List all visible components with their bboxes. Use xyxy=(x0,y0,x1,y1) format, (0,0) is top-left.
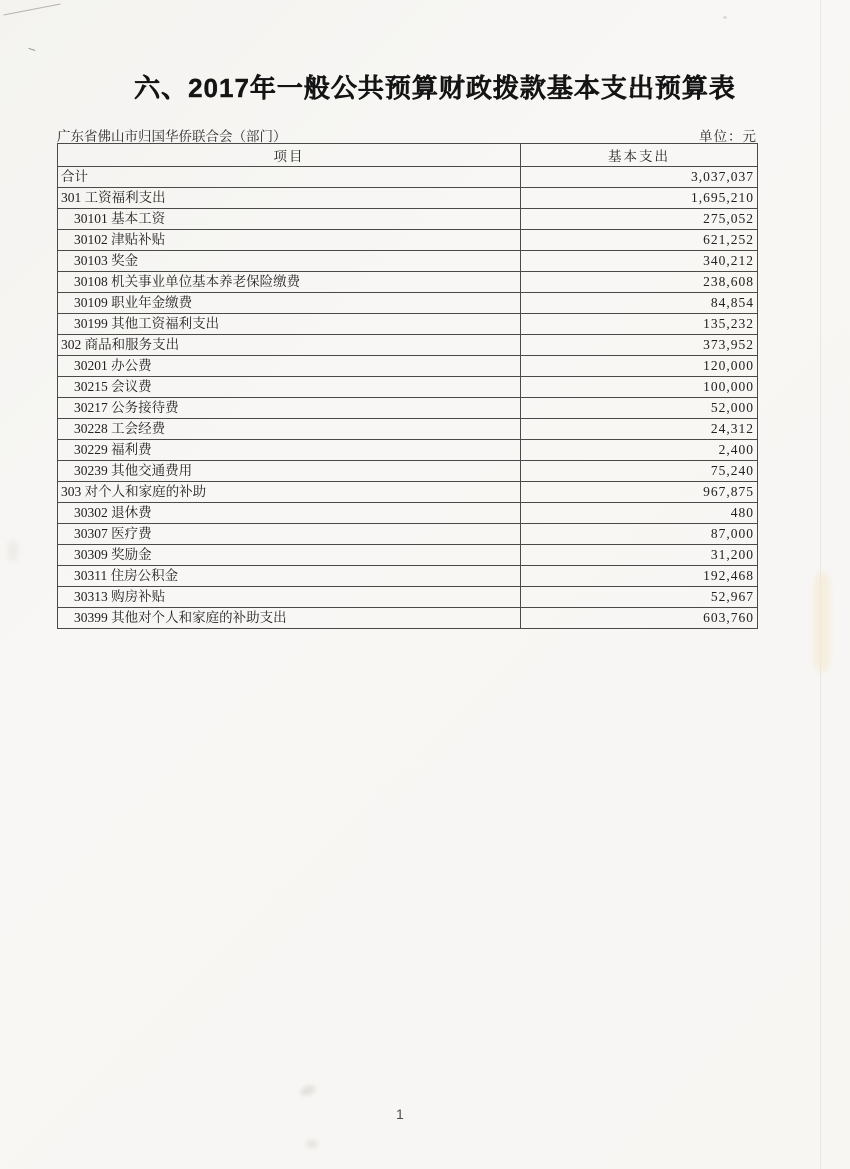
item-cell: 30109 职业年金缴费 xyxy=(58,293,521,314)
value-cell: 967,875 xyxy=(521,482,758,503)
department-label: 广东省佛山市归国华侨联合会（部门） xyxy=(57,129,287,144)
table-meta-row xyxy=(57,125,757,145)
item-cell: 30229 福利费 xyxy=(58,440,521,461)
value-cell: 3,037,037 xyxy=(521,167,758,188)
item-cell: 30228 工会经费 xyxy=(58,419,521,440)
item-cell: 30102 津贴补贴 xyxy=(58,230,521,251)
value-cell: 31,200 xyxy=(521,545,758,566)
scan-smudge xyxy=(306,1140,318,1148)
page-title: 六、2017年一般公共预算财政拨款基本支出预算表 xyxy=(134,73,736,103)
table-row xyxy=(58,230,758,251)
unit-label: 单位：元 xyxy=(699,129,757,144)
table-row xyxy=(58,461,758,482)
page-number: 1 xyxy=(396,1106,404,1122)
scan-edge-artifact xyxy=(820,0,821,1169)
item-cell: 30108 机关事业单位基本养老保险缴费 xyxy=(58,272,521,293)
table-row xyxy=(58,587,758,608)
scan-fold-artifact xyxy=(3,3,60,15)
value-cell: 52,967 xyxy=(521,587,758,608)
item-cell: 30309 奖励金 xyxy=(58,545,521,566)
table-row xyxy=(58,419,758,440)
value-cell: 238,608 xyxy=(521,272,758,293)
scan-smudge xyxy=(8,540,18,562)
budget-table xyxy=(57,143,758,629)
table-row xyxy=(58,524,758,545)
value-cell: 100,000 xyxy=(521,377,758,398)
value-cell: 373,952 xyxy=(521,335,758,356)
value-cell: 340,212 xyxy=(521,251,758,272)
value-cell: 1,695,210 xyxy=(521,188,758,209)
scan-speck xyxy=(28,44,36,51)
value-cell: 84,854 xyxy=(521,293,758,314)
item-cell: 30199 其他工资福利支出 xyxy=(58,314,521,335)
item-cell: 30215 会议费 xyxy=(58,377,521,398)
item-cell: 30307 医疗费 xyxy=(58,524,521,545)
value-cell: 480 xyxy=(521,503,758,524)
value-cell: 135,232 xyxy=(521,314,758,335)
item-cell: 30311 住房公积金 xyxy=(58,566,521,587)
table-row xyxy=(58,608,758,629)
item-cell: 302 商品和服务支出 xyxy=(58,335,521,356)
item-cell: 30302 退休费 xyxy=(58,503,521,524)
table-row xyxy=(58,482,758,503)
table-row xyxy=(58,440,758,461)
table-row xyxy=(58,335,758,356)
scan-smudge xyxy=(299,1084,317,1098)
item-cell: 合计 xyxy=(58,167,521,188)
item-cell: 301 工资福利支出 xyxy=(58,188,521,209)
table-row xyxy=(58,314,758,335)
value-cell: 75,240 xyxy=(521,461,758,482)
value-cell: 52,000 xyxy=(521,398,758,419)
value-cell: 87,000 xyxy=(521,524,758,545)
table-row xyxy=(58,566,758,587)
value-cell: 621,252 xyxy=(521,230,758,251)
item-cell: 30239 其他交通费用 xyxy=(58,461,521,482)
table-header-row xyxy=(58,144,758,167)
table-row xyxy=(58,251,758,272)
item-cell: 30103 奖金 xyxy=(58,251,521,272)
scan-speck xyxy=(723,16,727,19)
value-cell: 275,052 xyxy=(521,209,758,230)
value-cell: 120,000 xyxy=(521,356,758,377)
column-header-item: 项目 xyxy=(58,144,521,167)
table-row xyxy=(58,167,758,188)
item-cell: 30201 办公费 xyxy=(58,356,521,377)
item-cell: 30217 公务接待费 xyxy=(58,398,521,419)
item-cell: 30101 基本工资 xyxy=(58,209,521,230)
table-row xyxy=(58,272,758,293)
value-cell: 192,468 xyxy=(521,566,758,587)
table-row xyxy=(58,356,758,377)
table-row xyxy=(58,377,758,398)
table-row xyxy=(58,398,758,419)
value-cell: 24,312 xyxy=(521,419,758,440)
value-cell: 2,400 xyxy=(521,440,758,461)
column-header-basic-expenditure: 基本支出 xyxy=(521,144,758,167)
table-row xyxy=(58,209,758,230)
table-row xyxy=(58,503,758,524)
value-cell: 603,760 xyxy=(521,608,758,629)
item-cell: 30313 购房补贴 xyxy=(58,587,521,608)
table-row xyxy=(58,545,758,566)
item-cell: 303 对个人和家庭的补助 xyxy=(58,482,521,503)
item-cell: 30399 其他对个人和家庭的补助支出 xyxy=(58,608,521,629)
table-row xyxy=(58,293,758,314)
table-row xyxy=(58,188,758,209)
scan-streak-artifact xyxy=(814,572,830,672)
